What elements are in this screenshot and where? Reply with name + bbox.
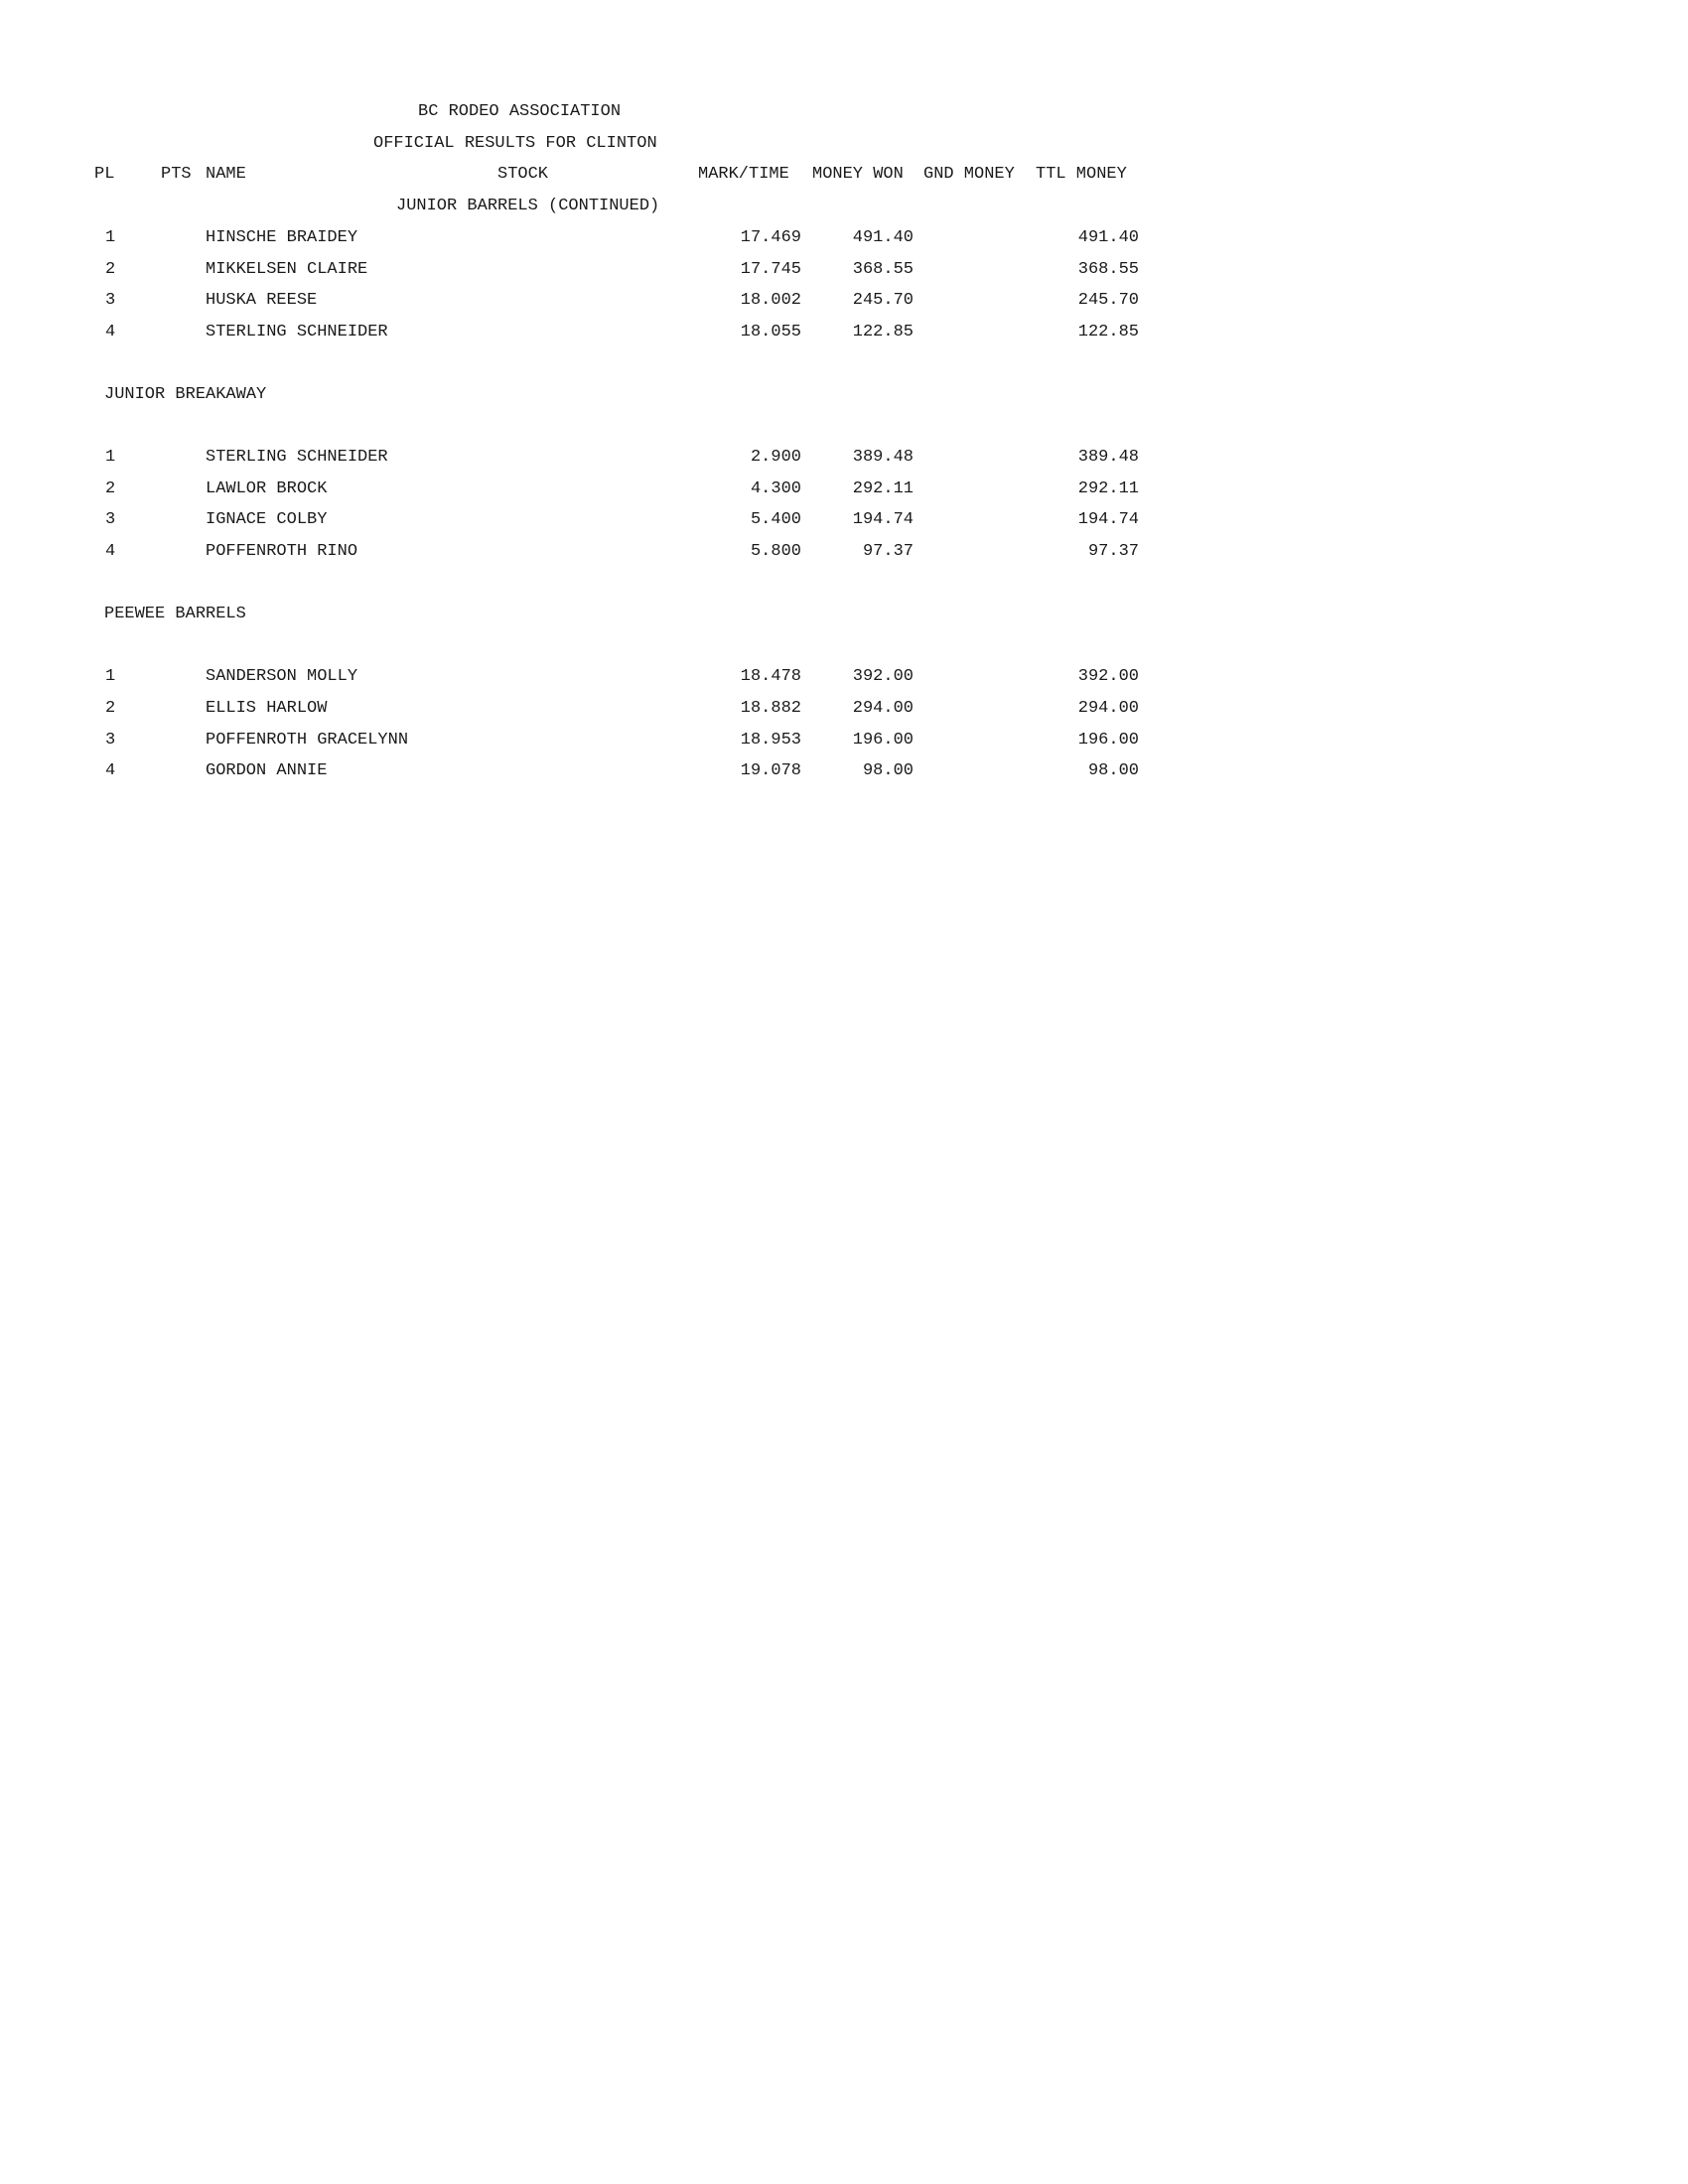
mark-time-cell: 2.900 (750, 448, 801, 467)
section-title: JUNIOR BARRELS (CONTINUED) (396, 197, 660, 215)
money-won-cell: 97.37 (862, 542, 914, 561)
col-header-pl: PL (94, 165, 115, 184)
ttl-money-cell: 245.70 (1077, 291, 1139, 310)
report-title: OFFICIAL RESULTS FOR CLINTON (373, 134, 657, 153)
ttl-money-cell: 196.00 (1077, 731, 1139, 750)
contestant-name: POFFENROTH RINO (206, 542, 358, 561)
col-header-pts: PTS (161, 165, 192, 184)
money-won-cell: 122.85 (852, 323, 914, 341)
money-won-cell: 491.40 (852, 228, 914, 247)
mark-time-cell: 5.800 (750, 542, 801, 561)
mark-time-cell: 5.400 (750, 510, 801, 529)
place-cell: 3 (105, 510, 116, 529)
contestant-name: ELLIS HARLOW (206, 699, 328, 718)
money-won-cell: 196.00 (852, 731, 914, 750)
ttl-money-cell: 98.00 (1087, 761, 1139, 780)
place-cell: 3 (105, 731, 116, 750)
place-cell: 2 (105, 260, 116, 279)
ttl-money-cell: 368.55 (1077, 260, 1139, 279)
contestant-name: IGNACE COLBY (206, 510, 328, 529)
money-won-cell: 292.11 (852, 479, 914, 498)
mark-time-cell: 18.882 (740, 699, 801, 718)
place-cell: 4 (105, 761, 116, 780)
contestant-name: MIKKELSEN CLAIRE (206, 260, 368, 279)
place-cell: 1 (105, 448, 116, 467)
col-header-ttl-money: TTL MONEY (1036, 165, 1127, 184)
money-won-cell: 294.00 (852, 699, 914, 718)
money-won-cell: 98.00 (862, 761, 914, 780)
contestant-name: STERLING SCHNEIDER (206, 448, 388, 467)
mark-time-cell: 4.300 (750, 479, 801, 498)
association-title: BC RODEO ASSOCIATION (418, 102, 622, 121)
contestant-name: STERLING SCHNEIDER (206, 323, 388, 341)
section-title: JUNIOR BREAKAWAY (104, 385, 267, 404)
col-header-gnd-money: GND MONEY (923, 165, 1015, 184)
contestant-name: GORDON ANNIE (206, 761, 328, 780)
contestant-name: LAWLOR BROCK (206, 479, 328, 498)
place-cell: 1 (105, 667, 116, 686)
section-title: PEEWEE BARRELS (104, 605, 246, 623)
place-cell: 2 (105, 479, 116, 498)
place-cell: 4 (105, 323, 116, 341)
ttl-money-cell: 294.00 (1077, 699, 1139, 718)
mark-time-cell: 19.078 (740, 761, 801, 780)
place-cell: 3 (105, 291, 116, 310)
ttl-money-cell: 97.37 (1087, 542, 1139, 561)
col-header-stock: STOCK (497, 165, 549, 184)
contestant-name: POFFENROTH GRACELYNN (206, 731, 409, 750)
place-cell: 2 (105, 699, 116, 718)
money-won-cell: 389.48 (852, 448, 914, 467)
ttl-money-cell: 292.11 (1077, 479, 1139, 498)
contestant-name: HINSCHE BRAIDEY (206, 228, 358, 247)
col-header-money-won: MONEY WON (812, 165, 904, 184)
money-won-cell: 392.00 (852, 667, 914, 686)
place-cell: 4 (105, 542, 116, 561)
mark-time-cell: 18.478 (740, 667, 801, 686)
money-won-cell: 368.55 (852, 260, 914, 279)
money-won-cell: 194.74 (852, 510, 914, 529)
money-won-cell: 245.70 (852, 291, 914, 310)
ttl-money-cell: 194.74 (1077, 510, 1139, 529)
ttl-money-cell: 122.85 (1077, 323, 1139, 341)
ttl-money-cell: 491.40 (1077, 228, 1139, 247)
col-header-name: NAME (206, 165, 246, 184)
contestant-name: HUSKA REESE (206, 291, 318, 310)
mark-time-cell: 17.469 (740, 228, 801, 247)
ttl-money-cell: 389.48 (1077, 448, 1139, 467)
contestant-name: SANDERSON MOLLY (206, 667, 358, 686)
ttl-money-cell: 392.00 (1077, 667, 1139, 686)
mark-time-cell: 18.055 (740, 323, 801, 341)
col-header-mark-time: MARK/TIME (698, 165, 789, 184)
mark-time-cell: 17.745 (740, 260, 801, 279)
mark-time-cell: 18.002 (740, 291, 801, 310)
mark-time-cell: 18.953 (740, 731, 801, 750)
place-cell: 1 (105, 228, 116, 247)
